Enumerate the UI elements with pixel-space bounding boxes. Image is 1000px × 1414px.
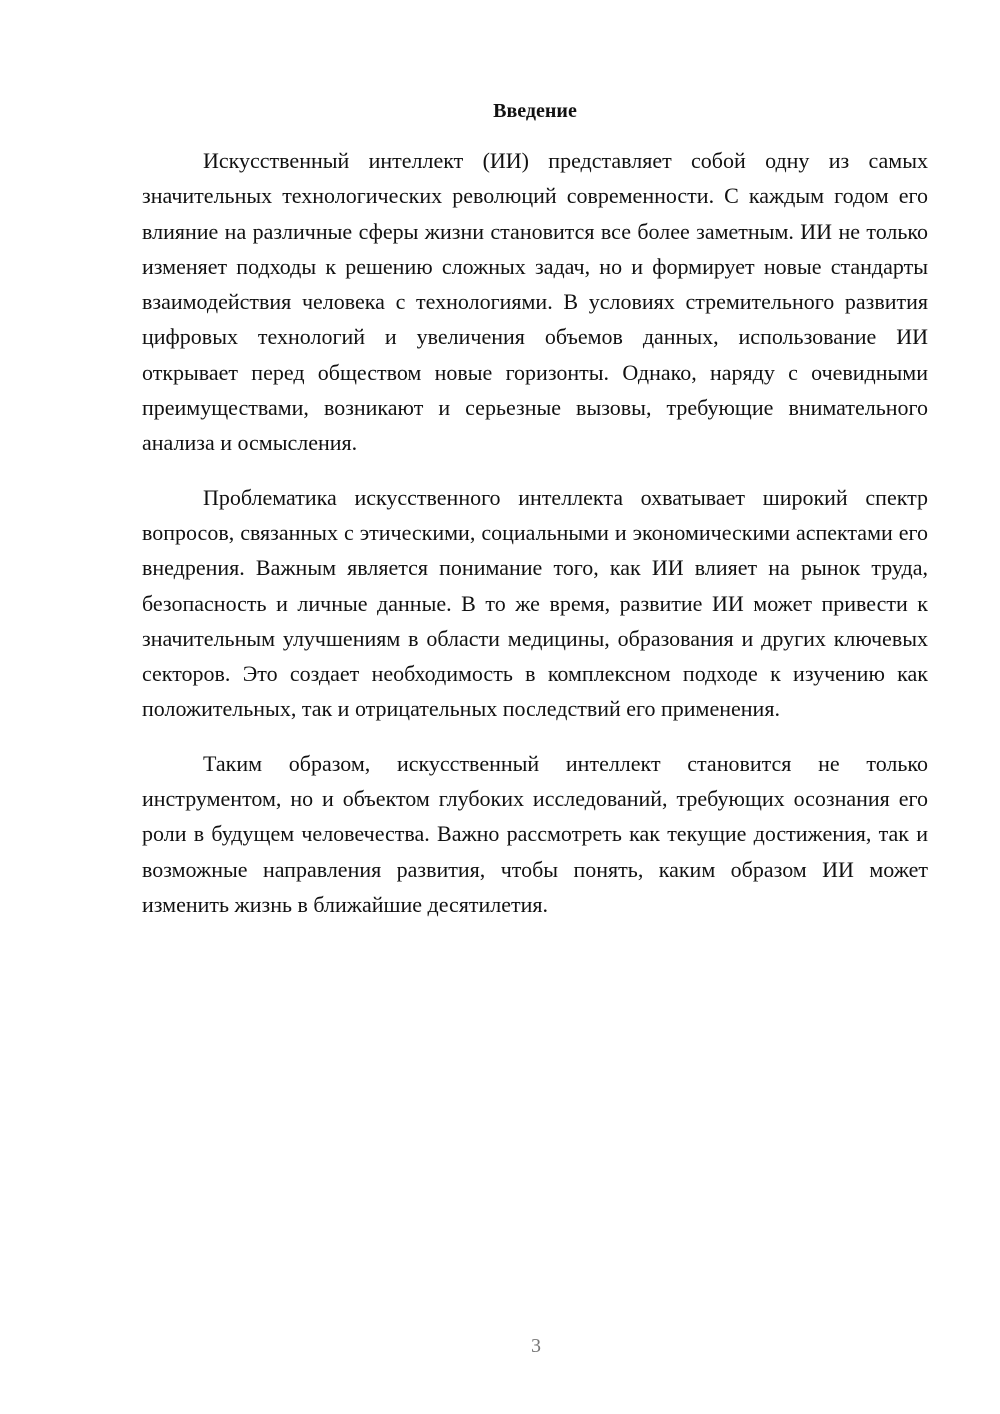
paragraph-2: Проблематика искусственного интеллекта охватывает широкий спектр вопросов, связанных с этическими, социальными и экономическими аспектами его внедрения. Важным является понимание того, как ИИ влияет на рынок труда, безопасность и личные данные. В то же время, развитие ИИ может привести к значительным улучшениям в области медицины, образования и других ключевых секторов. Это создает необходимость в комплексном подходе к изучению как положительных, так и отрицательных последствий его применения. bbox=[142, 484, 928, 722]
paragraph-1: Искусственный интеллект (ИИ) представляет собой одну из самых значительных технологических революций современности. С каждым годом его влияние на различные сферы жизни становится все более заметным. ИИ не только изменяет подходы к решению сложных задач, но и формирует новые стандарты взаимодействия человека с технологиями. В условиях стремительного развития цифровых технологий и увеличения объемов данных, использование ИИ открывает перед обществом новые горизонты. Однако, наряду с очевидными преимуществами, возникают и серьезные вызовы, требующие внимательного анализа и осмысления. bbox=[142, 148, 928, 456]
body-text bbox=[142, 143, 928, 941]
page-number: 3 bbox=[531, 1335, 541, 1357]
paragraph-3: Таким образом, искусственный интеллект становится не только инструментом, но и объектом глубоких исследований, требующих осознания его роли в будущем человечества. Важно рассмотреть как текущие достижения, так и возможные направления развития, чтобы понять, каким образом ИИ может изменить жизнь в ближайшие десятилетия. bbox=[142, 750, 928, 917]
section-title: Введение bbox=[493, 100, 577, 122]
